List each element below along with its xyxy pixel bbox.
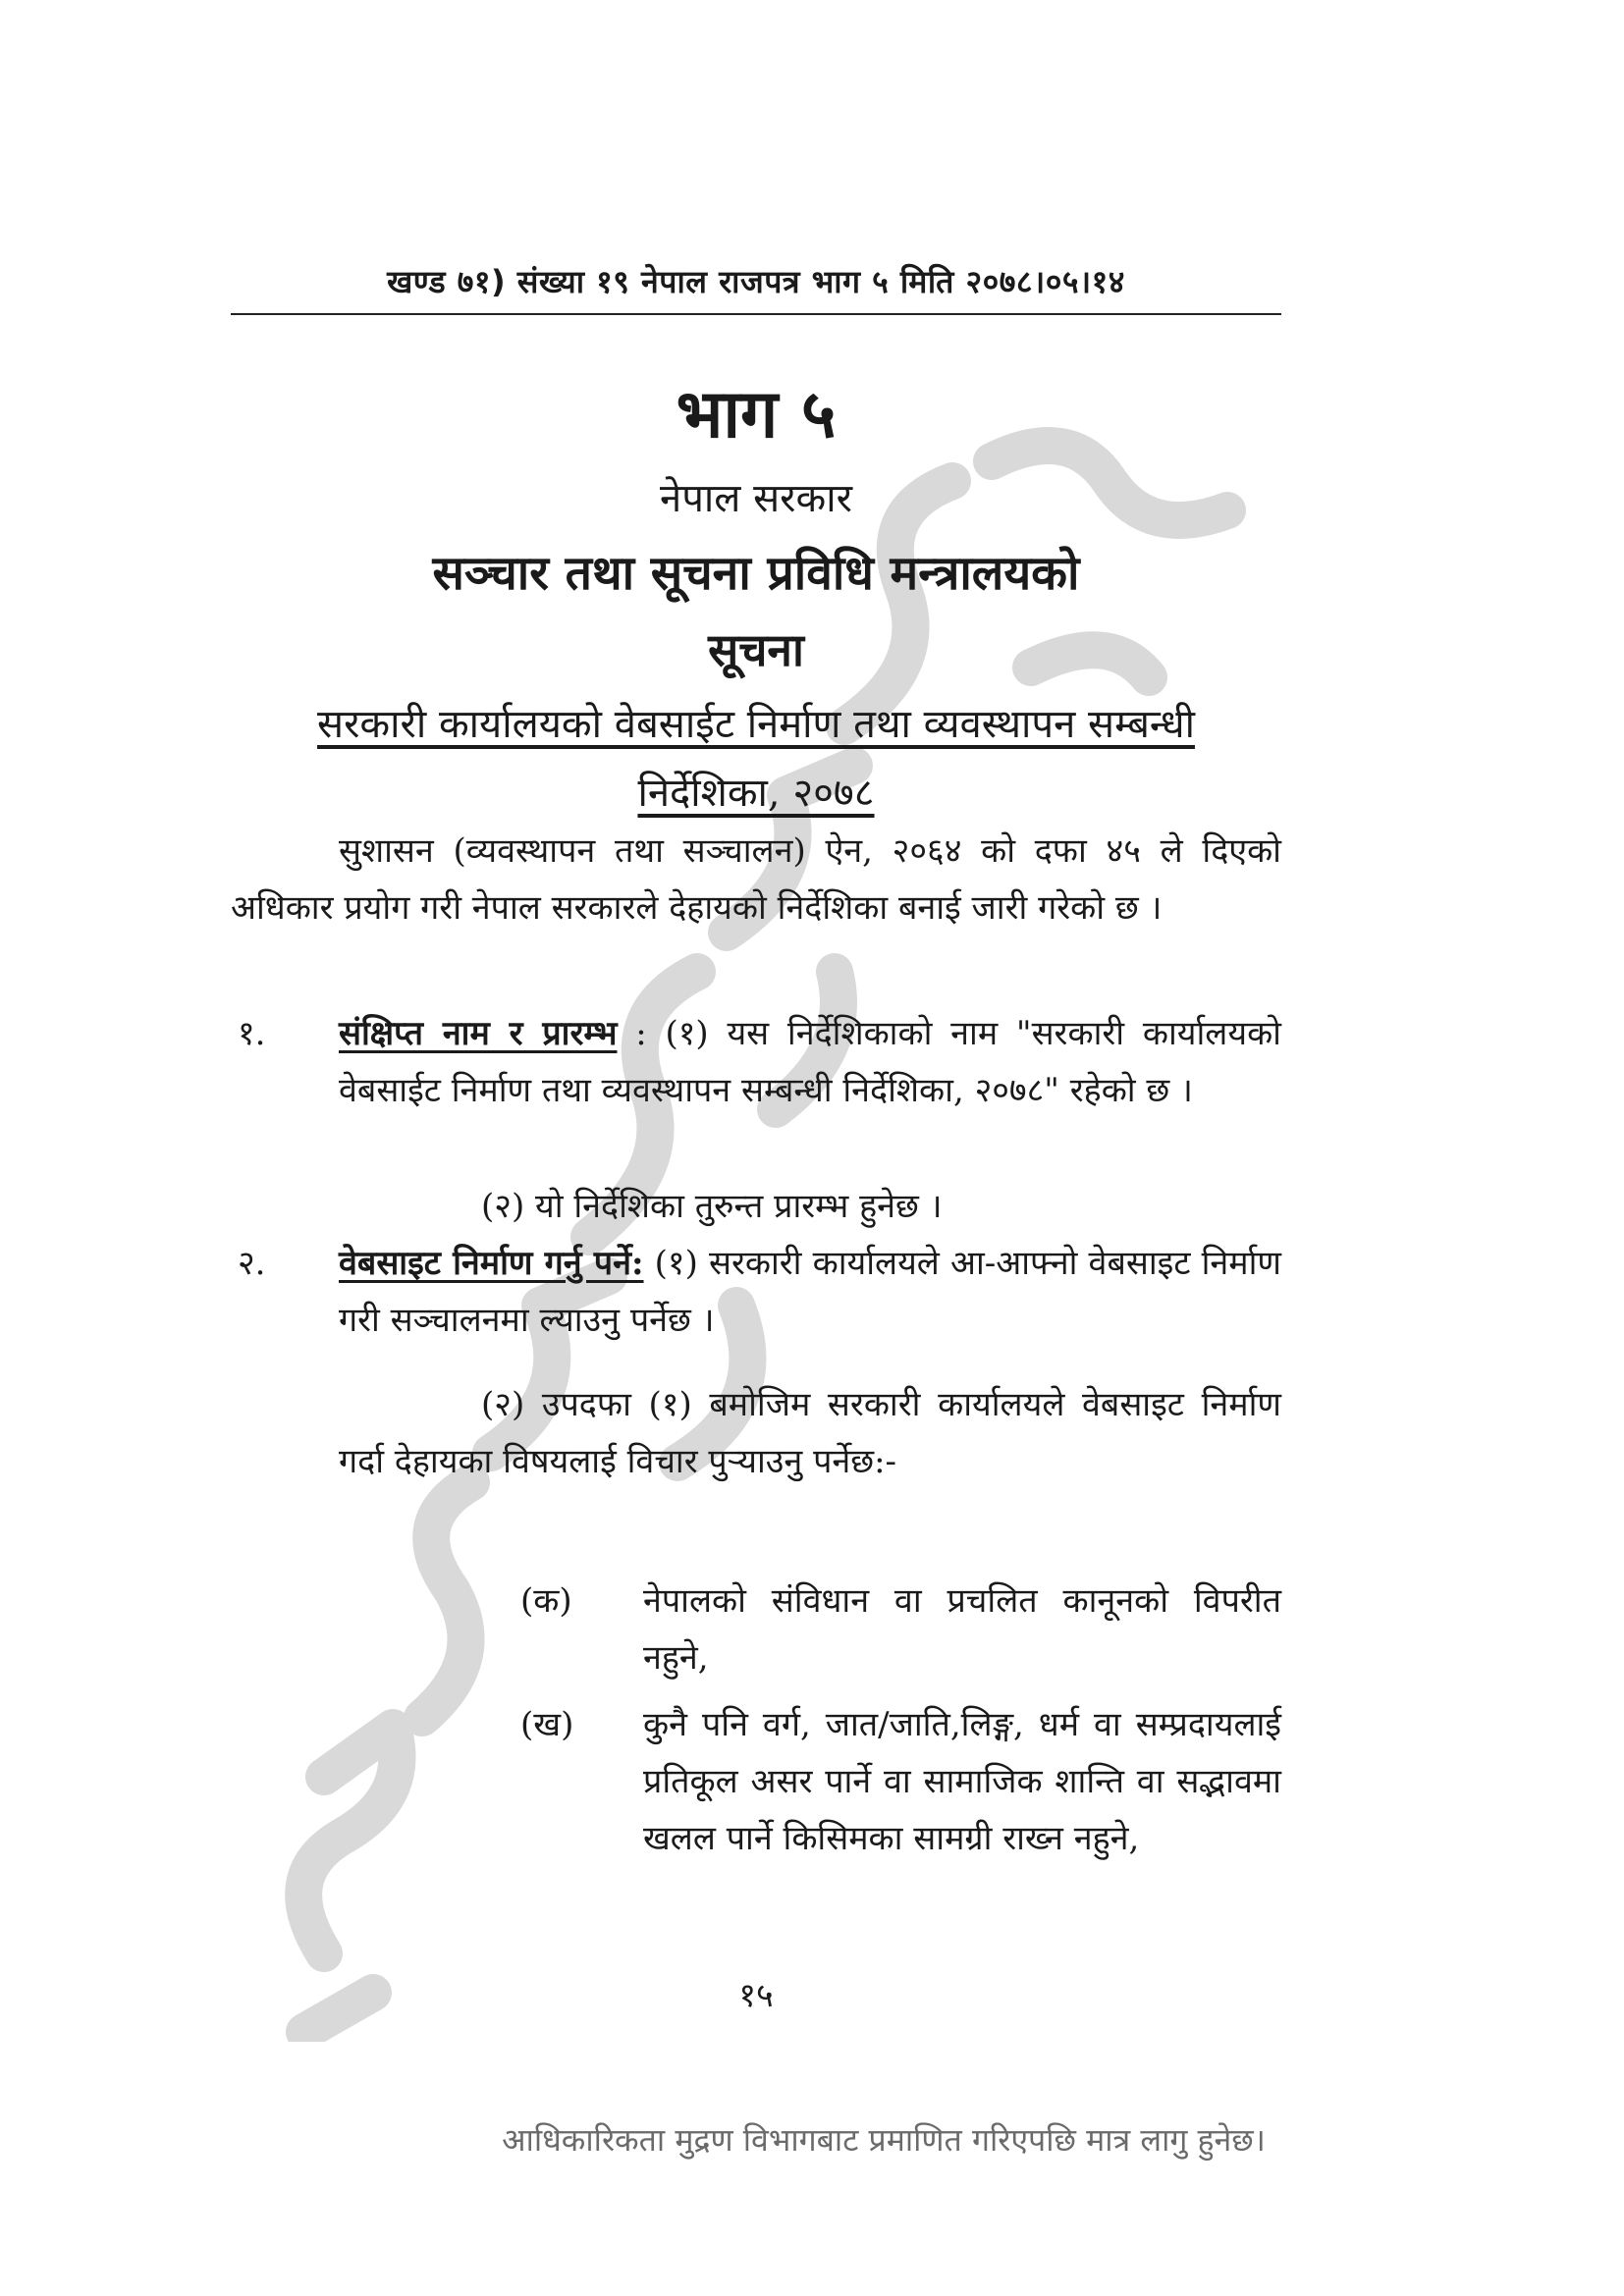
- government-name: नेपाल सरकार: [660, 476, 852, 521]
- page-number: १५: [738, 1976, 774, 2015]
- section-1-heading: संक्षिप्त नाम र प्रारम्भ: [339, 1014, 618, 1053]
- section-1-subclause-1: : (१) यस निर्देशिकाको नाम "सरकारी कार्यालयको वेबसाईट निर्माण तथा व्यवस्थापन सम्बन्धी निर्देशिका, २०७८" रहेको छ ।: [339, 1014, 1281, 1110]
- authenticity-footer: आधिकारिकता मुद्रण विभागबाट प्रमाणित गरिएपछि मात्र लागु हुनेछ।: [502, 2121, 1266, 2159]
- section-1-number: १.: [238, 1014, 266, 1053]
- section-1-subclause-2: (२) यो निर्देशिका तुरुन्त प्रारम्भ हुनेछ ।: [481, 1187, 943, 1226]
- item-ka-text: नेपालको संविधान वा प्रचलित कानूनको विपरीत नहुने,: [643, 1581, 1281, 1678]
- section-2-heading: वेबसाइट निर्माण गर्नु पर्ने:: [339, 1244, 644, 1283]
- item-kha-label: (ख): [520, 1705, 574, 1744]
- header-divider: [231, 313, 1281, 315]
- section-2-subclause-1: (१) सरकारी कार्यालयले आ-आफ्नो वेबसाइट निर्माण गरी सञ्चालनमा ल्याउनु पर्नेछ ।: [339, 1244, 1282, 1340]
- section-2-subclause-2: (२) उपदफा (१) बमोजिम सरकारी कार्यालयले वेबसाइट निर्माण गर्दा देहायका विषयलाई विचार पुऱ्याउनु पर्नेछ:-: [339, 1385, 1281, 1481]
- item-kha-text: कुनै पनि वर्ग, जात/जाति,लिङ्ग, धर्म वा सम्प्रदायलाई प्रतिकूल असर पार्ने वा सामाजिक शान्ति वा सद्भावमा खलल पार्ने किसिमका सामग्री राख्न नहुने,: [643, 1705, 1281, 1858]
- section-2-body: [339, 1235, 1281, 1349]
- preamble: सुशासन (व्यवस्थापन तथा सञ्चालन) ऐन, २०६४ को दफा ४५ ले दिएको अधिकार प्रयोग गरी नेपाल सरकारले देहायको निर्देशिका बनाई जारी गरेको छ ।: [231, 831, 1281, 928]
- section-1-body: [339, 1005, 1281, 1119]
- part-title: भाग ५: [676, 376, 837, 454]
- item-ka-label: (क): [520, 1581, 572, 1621]
- section-2-number: २.: [238, 1244, 266, 1283]
- ministry-name: सञ्चार तथा सूचना प्रविधि मन्त्रालयको: [432, 546, 1080, 601]
- notice-label: सूचना: [708, 623, 804, 676]
- directive-title-line1: सरकारी कार्यालयको वेबसाईट निर्माण तथा व्यवस्थापन सम्बन्धी: [317, 702, 1195, 747]
- gazette-header: खण्ड ७१) संख्या १९ नेपाल राजपत्र भाग ५ मिति २०७८।०५।१४: [387, 263, 1125, 300]
- directive-title-line2: निर्देशिका, २०७८: [637, 771, 875, 816]
